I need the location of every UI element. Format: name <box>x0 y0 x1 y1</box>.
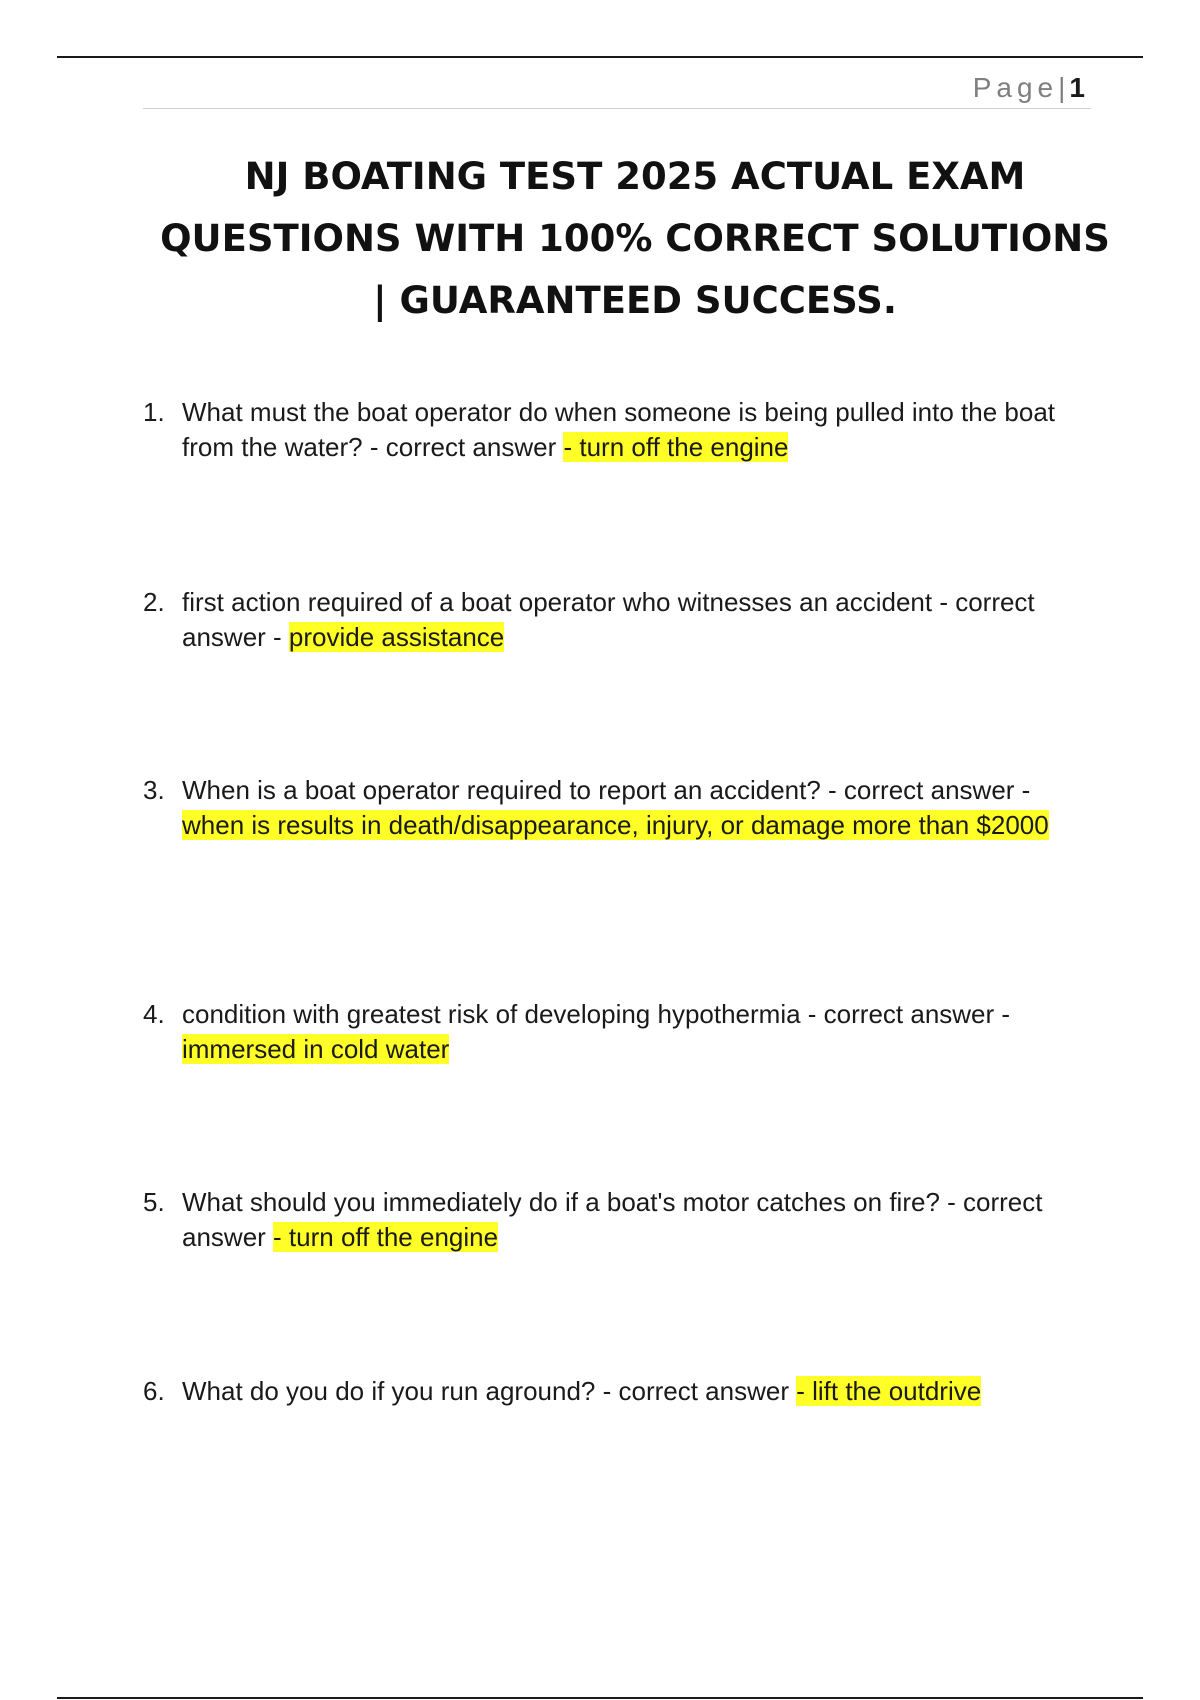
page-header <box>143 66 1091 109</box>
question-item <box>143 1185 1093 1255</box>
question-number: 2. <box>143 587 165 617</box>
question-text: What must the boat operator do when someone is being pulled into the boat from the water? - correct answer <box>182 397 1056 462</box>
answer-highlight: - turn off the engine <box>563 432 789 462</box>
question-number: 3. <box>143 775 165 805</box>
question-body <box>182 773 1093 843</box>
question-number: 1. <box>143 397 165 427</box>
question-number: 6. <box>143 1376 165 1406</box>
question-item <box>143 773 1093 843</box>
question-number: 4. <box>143 999 165 1029</box>
question-item <box>143 395 1093 465</box>
top-rule <box>57 56 1143 58</box>
question-text: What should you immediately do if a boat's motor catches on fire? - correct answer <box>182 1187 1043 1252</box>
question-number: 5. <box>143 1187 165 1217</box>
question-text: first action required of a boat operator who witnesses an accident - correct answer - <box>182 587 1035 652</box>
question-text: What do you do if you run aground? - correct answer <box>182 1376 797 1406</box>
question-body <box>182 1185 1093 1255</box>
answer-highlight: when is results in death/disappearance, injury, or damage more than $2000 <box>182 810 1049 840</box>
document-title: NJ BOATING TEST 2025 ACTUAL EXAM QUESTIONS WITH 100% CORRECT SOLUTIONS | GUARANTEED SUCCESS. <box>160 155 1110 322</box>
question-body <box>182 997 1093 1067</box>
question-item <box>143 585 1093 655</box>
page-word: Page <box>972 72 1059 103</box>
answer-highlight: provide assistance <box>288 622 505 652</box>
page-number: 1 <box>1069 72 1085 103</box>
question-text: When is a boat operator required to report an accident? - correct answer - <box>182 775 1031 805</box>
page-number-label <box>973 71 1085 105</box>
question-body <box>182 395 1093 465</box>
bottom-rule <box>57 1697 1143 1699</box>
question-body <box>182 585 1093 655</box>
question-item <box>143 997 1093 1067</box>
question-body <box>182 1374 1093 1409</box>
answer-highlight: immersed in cold water <box>182 1034 450 1064</box>
question-text: condition with greatest risk of developing hypothermia - correct answer - <box>182 999 1011 1029</box>
answer-highlight: - turn off the engine <box>273 1222 499 1252</box>
answer-highlight: - lift the outdrive <box>796 1376 982 1406</box>
page-separator: | <box>1058 72 1066 103</box>
question-item <box>143 1374 1093 1409</box>
